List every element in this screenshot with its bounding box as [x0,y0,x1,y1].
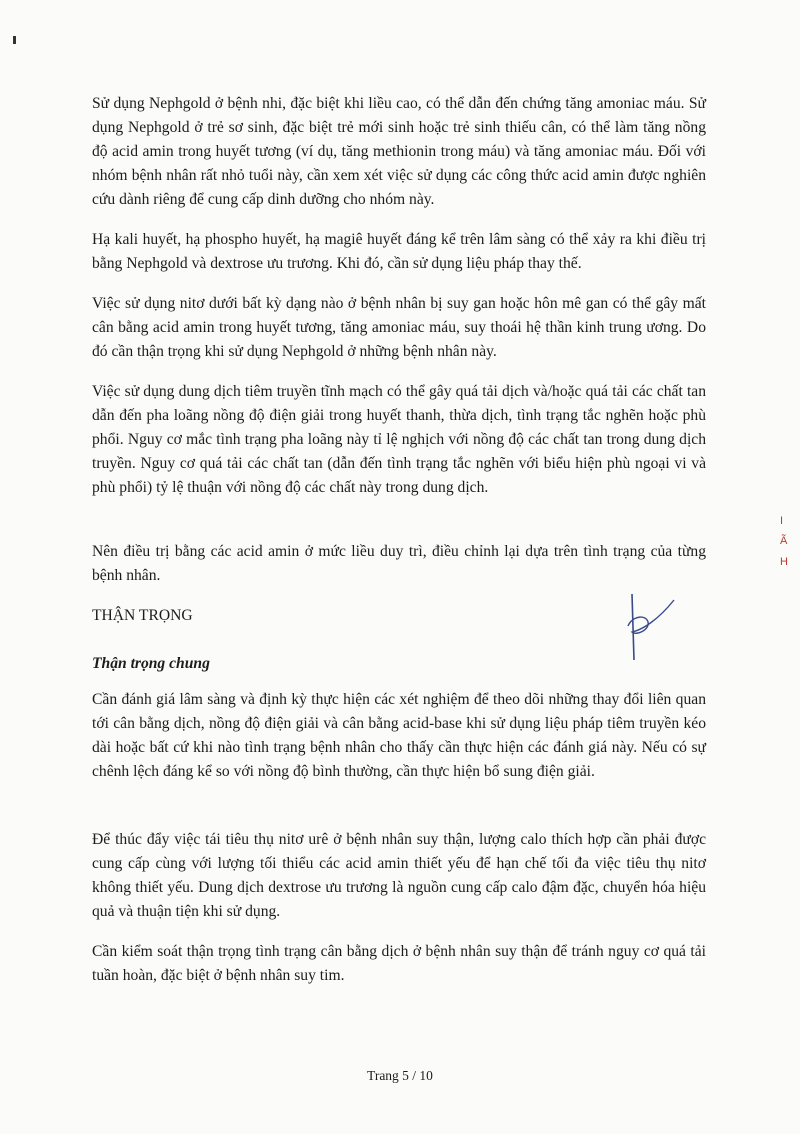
paragraph-monitoring: Cần đánh giá lâm sàng và định kỳ thực hiện các xét nghiệm để theo dõi những thay đổi liên quan tới cân bằng dịch, nồng độ điện giải và cân bằng acid-base khi sử dụng liệu pháp tiêm truyền kéo dài hoặc bất cứ khi nào tình trạng bệnh nhân cho thấy cần thực hiện các đánh giá này. Nếu có sự chênh lệch đáng kể so với nồng độ bình thường, cần thực hiện bổ sung điện giải. [92,691,706,780]
signature-mark [618,590,678,670]
edge-mark-3: H [780,556,788,568]
paragraph-fluid-overload: Việc sử dụng dung dịch tiêm truyền tĩnh mạch có thể gây quá tải dịch và/hoặc quá tải các chất tan dẫn đến pha loãng nồng độ điện giải trong huyết thanh, thừa dịch, tình trạng tắc nghẽn hoặc phù phổi. Nguy cơ mắc tình trạng pha loãng này tỉ lệ nghịch với nồng độ các chất tan trong dung dịch truyền. Nguy cơ quá tải các chất tan (dẫn đến tình trạng tắc nghẽn với biểu hiện phù ngoại vi và phù phổi) tỷ lệ thuận với nồng độ các chất này trong dung dịch. [92,383,706,496]
edge-mark-2: Ã [780,535,788,547]
section-heading: THẬN TRỌNG [92,607,193,624]
edge-mark-1: I [780,515,784,527]
paragraph-electrolytes: Hạ kali huyết, hạ phospho huyết, hạ magiê huyết đáng kể trên lâm sàng có thể xảy ra khi điều trị bằng Nephgold và dextrose ưu trương. Khi đó, cần sử dụng liệu pháp thay thế. [92,231,706,272]
subsection-heading: Thận trọng chung [92,655,210,672]
paragraph-renal-calories: Để thúc đẩy việc tái tiêu thụ nitơ urê ở bệnh nhân suy thận, lượng calo thích hợp cần phải được cung cấp cùng với lượng tối thiểu các acid amin thiết yếu để hạn chế tối đa việc tiêu thụ nitơ không thiết yếu. Dung dịch dextrose ưu trương là nguồn cung cấp calo đậm đặc, chuyển hóa hiệu quả và thuận tiện khi sử dụng. [92,831,706,920]
paragraph-maintenance-dose: Nên điều trị bằng các acid amin ở mức liều duy trì, điều chỉnh lại dựa trên tình trạng của từng bệnh nhân. [92,543,706,584]
page-number: Trang 5 / 10 [367,1068,433,1083]
corner-mark [13,36,16,44]
paragraph-fluid-balance: Cần kiểm soát thận trọng tình trạng cân bằng dịch ở bệnh nhân suy thận để tránh nguy cơ quá tải tuần hoàn, đặc biệt ở bệnh nhân suy tim. [92,943,706,984]
paragraph-pediatric-use: Sử dụng Nephgold ở bệnh nhi, đặc biệt khi liều cao, có thể dẫn đến chứng tăng amoniac máu. Sử dụng Nephgold ở trẻ sơ sinh, đặc biệt trẻ mới sinh hoặc trẻ sinh thiếu cân, có thể làm tăng nồng độ acid amin trong huyết tương (ví dụ, tăng methionin trong máu) và tăng amoniac máu. Đối với nhóm bệnh nhân rất nhỏ tuổi này, cần xem xét việc sử dụng các công thức acid amin được nghiên cứu dành riêng để cung cấp dinh dưỡng cho nhóm này. [92,95,706,208]
paragraph-hepatic: Việc sử dụng nitơ dưới bất kỳ dạng nào ở bệnh nhân bị suy gan hoặc hôn mê gan có thể gây mất cân bằng acid amin trong huyết tương, tăng amoniac máu, suy thoái hệ thần kinh trung ương. Do đó cần thận trọng khi sử dụng Nephgold ở những bệnh nhân này. [92,295,706,360]
